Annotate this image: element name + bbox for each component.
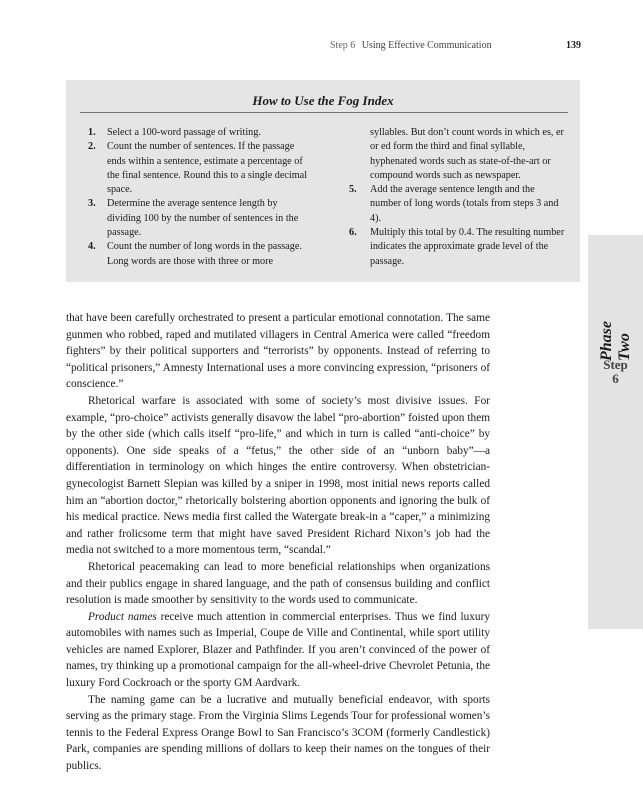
step-item: 2. Count the number of sentences. If the passage ends within a sentence, estimate a percentage of the final sentence. Round this to a single decimal space. [88,141,308,196]
page-number: 139 [566,40,581,51]
step-label: Step 6 [603,357,628,386]
step-item: 3. Determine the average sentence length by dividing 100 by the number of sentences in the passage. [88,198,299,239]
box-divider [80,112,568,113]
step-item: 1. Select a 100-word passage of writing. [88,127,261,138]
product-names-lead: Product names [88,610,157,623]
phase-label: Phase Two [598,321,633,361]
step-item: 6. Multiply this total by 0.4. The resulting number indicates the approximate grade level of the passage. [349,227,565,267]
paragraph: Product names receive much attention in commercial enterprises. Thus we find luxury automobiles with names such as Imperial, Coupe de Ville and Continental, while sport utility vehicles are named Explorer, Blazer and Pathfinder. If you aren’t convinced of the power of names, try thinking up a promotional campaign for the all-wheel-drive Chevrolet Petunia, the luxury Ford Cockroach or the sporty GM Aardvark. [66,610,490,690]
phase-tab [588,235,643,629]
paragraph: that have been carefully orchestrated to present a particular emotional connotation. The same gunmen who robbed, raped and mutilated villagers in Central America were called “freedom fighters” by their political supporters and “terrorists” by opponents. Instead of referring to “political prisoners,” Amnesty International uses a more convincing expression, “prisoners of conscience.” [66,312,490,391]
step-item-continued: syllables. But don’t count words in which es, er or ed form the third and final syllable, hyphenated words such as state-of-the-art or compound words such as newspaper. [370,127,564,181]
box-title: How to Use the Fog Index [252,93,394,108]
running-head [330,40,492,51]
steps-column-left [88,126,314,269]
fog-index-box [66,80,580,282]
paragraph: The naming game can be a lucrative and mutually beneficial endeavor, with sports serving as the primary stage. From the Virginia Slims Legends Tour for professional women’s tennis to the Federal Express Orange Bowl to San Francisco’s 3COM (formerly Candlestick) Park, companies are spending millions of dollars to keep their names on the tongues of their publics. [66,693,490,773]
step-item: 4. Count the number of long words in the passage. Long words are those with three or more [88,241,302,267]
running-head-step: Step 6 [330,40,356,51]
running-head-title: Using Effective Communication [361,40,492,51]
step-item: 5. Add the average sentence length and the number of long words (totals from steps 3 and 4). [349,184,559,224]
steps-column-right [340,126,568,269]
body-text [66,310,490,775]
paragraph: Rhetorical warfare is associated with some of society’s most divisive issues. For example, “pro-choice” activists generally disavow the label “pro-abortion” foisted upon them by the other side (which calls itself “pro-life,” and which in turn is called “anti-choice” by opponents). One side speaks of a “fetus,” the other side of an “unborn baby”—a differentiation in terminology on which hinges the entire controversy. When obstetrician-gynecologist Barnett Slepian was killed by a sniper in 1998, most initial news reports called him an “abortion doctor,” rhetorically bolstering abortion opponents and ignoring the bulk of his medical practice. News media first called the Watergate break-in a “caper,” a minimizing and rather frolicsome term that might have saved President Richard Nixon’s job had the media not switched to a more momentous term, “scandal.” [66,394,490,557]
paragraph: Rhetorical peacemaking can lead to more beneficial relationships when organizations and their publics engage in shared language, and the path of consensus building and conflict resolution is made smoother by sensitivity to the words used to communicate. [66,560,490,607]
